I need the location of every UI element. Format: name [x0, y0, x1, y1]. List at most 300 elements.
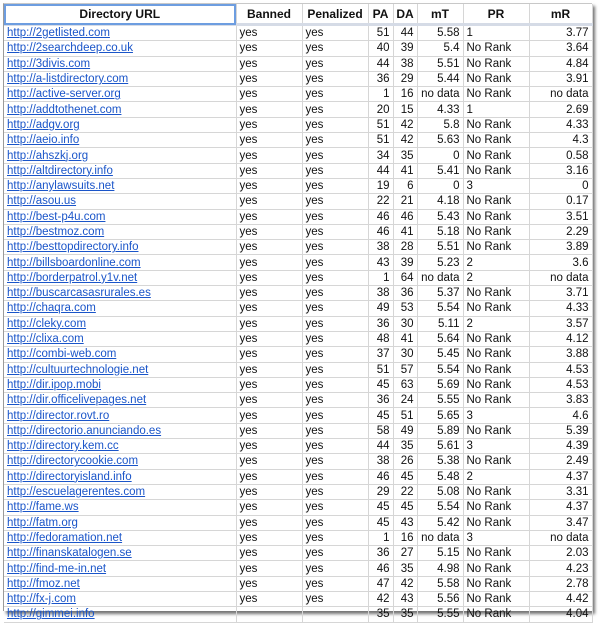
banned-cell[interactable]: yes [236, 163, 302, 178]
banned-cell[interactable]: yes [236, 240, 302, 255]
directory-url-link[interactable]: http://3divis.com [7, 57, 91, 70]
pr-cell[interactable]: No Rank [463, 561, 529, 576]
directory-url-cell[interactable] [4, 133, 236, 148]
penalized-cell[interactable]: yes [302, 240, 368, 255]
pa-cell[interactable]: 46 [368, 469, 393, 484]
pr-cell[interactable]: No Rank [463, 377, 529, 392]
da-cell[interactable]: 53 [393, 301, 417, 316]
directory-url-cell[interactable] [4, 331, 236, 346]
pr-cell[interactable]: No Rank [463, 500, 529, 515]
mt-cell[interactable]: 5.38 [417, 454, 463, 469]
banned-cell[interactable]: yes [236, 194, 302, 209]
penalized-cell[interactable]: yes [302, 41, 368, 56]
penalized-cell[interactable]: yes [302, 423, 368, 438]
da-cell[interactable]: 39 [393, 255, 417, 270]
pr-cell[interactable]: No Rank [463, 454, 529, 469]
directory-url-cell[interactable] [4, 25, 236, 41]
pr-cell[interactable]: No Rank [463, 362, 529, 377]
penalized-cell[interactable]: yes [302, 561, 368, 576]
penalized-cell[interactable]: yes [302, 148, 368, 163]
header-mt[interactable]: mT [417, 4, 463, 25]
da-cell[interactable]: 28 [393, 240, 417, 255]
directory-url-link[interactable]: http://borderpatrol.y1v.net [7, 271, 138, 284]
pa-cell[interactable]: 36 [368, 316, 393, 331]
da-cell[interactable]: 43 [393, 591, 417, 606]
penalized-cell[interactable]: yes [302, 546, 368, 561]
pr-cell[interactable]: No Rank [463, 546, 529, 561]
directory-url-cell[interactable] [4, 408, 236, 423]
pa-cell[interactable]: 58 [368, 423, 393, 438]
penalized-cell[interactable]: yes [302, 71, 368, 86]
mr-cell[interactable]: 4.37 [529, 469, 592, 484]
mt-cell[interactable]: 0 [417, 148, 463, 163]
banned-cell[interactable]: yes [236, 576, 302, 591]
mt-cell[interactable]: 5.58 [417, 576, 463, 591]
directory-url-link[interactable]: http://billsboardonline.com [7, 256, 141, 269]
header-pa[interactable]: PA [368, 4, 393, 25]
directory-url-link[interactable]: http://escuelagerentes.com [7, 486, 146, 499]
table-row[interactable] [4, 41, 592, 56]
mr-cell[interactable]: 4.53 [529, 362, 592, 377]
table-row[interactable] [4, 102, 592, 117]
table-row[interactable] [4, 224, 592, 239]
da-cell[interactable]: 30 [393, 347, 417, 362]
da-cell[interactable]: 39 [393, 41, 417, 56]
da-cell[interactable]: 64 [393, 270, 417, 285]
pr-cell[interactable]: 3 [463, 439, 529, 454]
pa-cell[interactable]: 37 [368, 347, 393, 362]
directory-url-cell[interactable] [4, 439, 236, 454]
pa-cell[interactable]: 49 [368, 301, 393, 316]
penalized-cell[interactable]: yes [302, 576, 368, 591]
mt-cell[interactable]: 5.48 [417, 469, 463, 484]
table-row[interactable] [4, 117, 592, 132]
banned-cell[interactable] [236, 607, 302, 622]
mr-cell[interactable]: 4.33 [529, 301, 592, 316]
table-row[interactable] [4, 301, 592, 316]
directory-url-link[interactable]: http://directoryisland.info [7, 470, 132, 483]
directory-url-cell[interactable] [4, 362, 236, 377]
mt-cell[interactable]: 5.23 [417, 255, 463, 270]
pa-cell[interactable]: 42 [368, 591, 393, 606]
mr-cell[interactable]: 4.53 [529, 377, 592, 392]
banned-cell[interactable]: yes [236, 591, 302, 606]
da-cell[interactable]: 43 [393, 515, 417, 530]
mt-cell[interactable]: 5.15 [417, 546, 463, 561]
penalized-cell[interactable]: yes [302, 117, 368, 132]
directory-url-link[interactable]: http://fmoz.net [7, 577, 80, 590]
pa-cell[interactable]: 45 [368, 408, 393, 423]
mt-cell[interactable]: 5.43 [417, 209, 463, 224]
pa-cell[interactable]: 35 [368, 607, 393, 622]
banned-cell[interactable]: yes [236, 301, 302, 316]
mt-cell[interactable]: 5.61 [417, 439, 463, 454]
mr-cell[interactable]: 4.42 [529, 591, 592, 606]
pr-cell[interactable]: No Rank [463, 224, 529, 239]
mr-cell[interactable]: no data [529, 87, 592, 102]
penalized-cell[interactable]: yes [302, 102, 368, 117]
da-cell[interactable]: 51 [393, 408, 417, 423]
pr-cell[interactable]: No Rank [463, 393, 529, 408]
directory-url-cell[interactable] [4, 194, 236, 209]
table-row[interactable] [4, 408, 592, 423]
directory-url-link[interactable]: http://gimmei.info [7, 608, 95, 621]
directory-url-link[interactable]: http://addtothenet.com [7, 103, 122, 116]
banned-cell[interactable]: yes [236, 41, 302, 56]
banned-cell[interactable]: yes [236, 117, 302, 132]
banned-cell[interactable]: yes [236, 423, 302, 438]
da-cell[interactable]: 49 [393, 423, 417, 438]
table-row[interactable] [4, 454, 592, 469]
da-cell[interactable]: 41 [393, 331, 417, 346]
table-row[interactable] [4, 286, 592, 301]
directory-url-cell[interactable] [4, 607, 236, 622]
table-row[interactable] [4, 163, 592, 178]
da-cell[interactable]: 35 [393, 607, 417, 622]
mr-cell[interactable]: 2.78 [529, 576, 592, 591]
table-row[interactable] [4, 500, 592, 515]
penalized-cell[interactable]: yes [302, 469, 368, 484]
mt-cell[interactable]: 5.51 [417, 240, 463, 255]
directory-url-link[interactable]: http://directorio.anunciando.es [7, 424, 162, 437]
pr-cell[interactable]: No Rank [463, 591, 529, 606]
mr-cell[interactable]: 4.84 [529, 56, 592, 71]
banned-cell[interactable]: yes [236, 331, 302, 346]
directory-url-link[interactable]: http://finanskatalogen.se [7, 547, 132, 560]
da-cell[interactable]: 22 [393, 484, 417, 499]
da-cell[interactable]: 63 [393, 377, 417, 392]
banned-cell[interactable]: yes [236, 316, 302, 331]
mt-cell[interactable]: 5.65 [417, 408, 463, 423]
directory-url-cell[interactable] [4, 423, 236, 438]
directory-url-cell[interactable] [4, 576, 236, 591]
mt-cell[interactable]: 4.98 [417, 561, 463, 576]
table-row[interactable] [4, 439, 592, 454]
penalized-cell[interactable]: yes [302, 439, 368, 454]
banned-cell[interactable]: yes [236, 255, 302, 270]
mr-cell[interactable]: 0.17 [529, 194, 592, 209]
mt-cell[interactable]: no data [417, 530, 463, 545]
pr-cell[interactable]: No Rank [463, 484, 529, 499]
da-cell[interactable]: 30 [393, 316, 417, 331]
da-cell[interactable]: 45 [393, 469, 417, 484]
table-row[interactable] [4, 362, 592, 377]
mr-cell[interactable]: 4.04 [529, 607, 592, 622]
pa-cell[interactable]: 51 [368, 362, 393, 377]
mr-cell[interactable]: 3.88 [529, 347, 592, 362]
directory-url-cell[interactable] [4, 484, 236, 499]
mr-cell[interactable]: 4.6 [529, 408, 592, 423]
penalized-cell[interactable]: yes [302, 316, 368, 331]
pa-cell[interactable]: 38 [368, 454, 393, 469]
pa-cell[interactable]: 36 [368, 71, 393, 86]
pa-cell[interactable]: 38 [368, 240, 393, 255]
penalized-cell[interactable]: yes [302, 209, 368, 224]
pa-cell[interactable]: 29 [368, 484, 393, 499]
directory-url-link[interactable]: http://adgv.org [7, 118, 80, 131]
pa-cell[interactable]: 45 [368, 515, 393, 530]
header-directory-url[interactable]: Directory URL [4, 4, 236, 25]
directory-url-cell[interactable] [4, 87, 236, 102]
pa-cell[interactable]: 20 [368, 102, 393, 117]
mt-cell[interactable]: 4.33 [417, 102, 463, 117]
directory-url-cell[interactable] [4, 286, 236, 301]
table-row[interactable] [4, 87, 592, 102]
banned-cell[interactable]: yes [236, 546, 302, 561]
pr-cell[interactable]: 2 [463, 270, 529, 285]
penalized-cell[interactable]: yes [302, 347, 368, 362]
penalized-cell[interactable] [302, 607, 368, 622]
directory-url-cell[interactable] [4, 515, 236, 530]
da-cell[interactable]: 42 [393, 133, 417, 148]
directory-url-link[interactable]: http://active-server.org [7, 88, 121, 101]
mt-cell[interactable]: 5.11 [417, 316, 463, 331]
directory-url-link[interactable]: http://2searchdeep.co.uk [7, 42, 133, 55]
pr-cell[interactable]: No Rank [463, 87, 529, 102]
mr-cell[interactable]: 3.31 [529, 484, 592, 499]
banned-cell[interactable]: yes [236, 224, 302, 239]
penalized-cell[interactable]: yes [302, 454, 368, 469]
penalized-cell[interactable]: yes [302, 530, 368, 545]
table-row[interactable] [4, 561, 592, 576]
directory-url-cell[interactable] [4, 240, 236, 255]
mt-cell[interactable]: 5.54 [417, 301, 463, 316]
mt-cell[interactable]: 5.54 [417, 362, 463, 377]
pa-cell[interactable]: 44 [368, 439, 393, 454]
pr-cell[interactable]: No Rank [463, 576, 529, 591]
penalized-cell[interactable]: yes [302, 87, 368, 102]
penalized-cell[interactable]: yes [302, 25, 368, 41]
mr-cell[interactable]: 3.6 [529, 255, 592, 270]
pr-cell[interactable]: 2 [463, 316, 529, 331]
penalized-cell[interactable]: yes [302, 377, 368, 392]
directory-url-cell[interactable] [4, 591, 236, 606]
mt-cell[interactable]: 5.58 [417, 25, 463, 41]
directory-url-cell[interactable] [4, 117, 236, 132]
directory-url-cell[interactable] [4, 178, 236, 193]
mr-cell[interactable]: 3.91 [529, 71, 592, 86]
penalized-cell[interactable]: yes [302, 270, 368, 285]
directory-url-link[interactable]: http://dir.ipop.mobi [7, 378, 101, 391]
mr-cell[interactable]: 4.12 [529, 331, 592, 346]
mt-cell[interactable]: 5.08 [417, 484, 463, 499]
penalized-cell[interactable]: yes [302, 56, 368, 71]
da-cell[interactable]: 24 [393, 393, 417, 408]
directory-url-cell[interactable] [4, 270, 236, 285]
banned-cell[interactable]: yes [236, 393, 302, 408]
pr-cell[interactable]: 1 [463, 25, 529, 41]
penalized-cell[interactable]: yes [302, 362, 368, 377]
directory-url-cell[interactable] [4, 255, 236, 270]
directory-url-link[interactable]: http://besttopdirectory.info [7, 241, 139, 254]
mr-cell[interactable]: 0 [529, 178, 592, 193]
pa-cell[interactable]: 48 [368, 331, 393, 346]
mt-cell[interactable]: 5.64 [417, 331, 463, 346]
pa-cell[interactable]: 40 [368, 41, 393, 56]
pa-cell[interactable]: 44 [368, 163, 393, 178]
banned-cell[interactable]: yes [236, 469, 302, 484]
mr-cell[interactable]: 3.57 [529, 316, 592, 331]
table-row[interactable] [4, 25, 592, 41]
pr-cell[interactable]: 3 [463, 178, 529, 193]
banned-cell[interactable]: yes [236, 515, 302, 530]
pr-cell[interactable]: No Rank [463, 209, 529, 224]
banned-cell[interactable]: yes [236, 286, 302, 301]
penalized-cell[interactable]: yes [302, 408, 368, 423]
mt-cell[interactable]: 5.69 [417, 377, 463, 392]
directory-url-link[interactable]: http://2getlisted.com [7, 27, 110, 40]
banned-cell[interactable]: yes [236, 454, 302, 469]
da-cell[interactable]: 44 [393, 25, 417, 41]
table-row[interactable] [4, 270, 592, 285]
banned-cell[interactable]: yes [236, 71, 302, 86]
pr-cell[interactable]: No Rank [463, 286, 529, 301]
da-cell[interactable]: 45 [393, 500, 417, 515]
mr-cell[interactable]: 4.39 [529, 439, 592, 454]
da-cell[interactable]: 15 [393, 102, 417, 117]
directory-url-link[interactable]: http://find-me-in.net [7, 562, 107, 575]
banned-cell[interactable]: yes [236, 133, 302, 148]
pa-cell[interactable]: 43 [368, 255, 393, 270]
header-pr[interactable]: PR [463, 4, 529, 25]
table-row[interactable] [4, 56, 592, 71]
table-row[interactable] [4, 515, 592, 530]
directory-url-link[interactable]: http://altdirectory.info [7, 164, 113, 177]
directory-url-link[interactable]: http://bestmoz.com [7, 226, 105, 238]
pr-cell[interactable]: 1 [463, 102, 529, 117]
table-row[interactable] [4, 331, 592, 346]
banned-cell[interactable]: yes [236, 530, 302, 545]
pr-cell[interactable]: No Rank [463, 301, 529, 316]
da-cell[interactable]: 35 [393, 561, 417, 576]
mr-cell[interactable]: 4.33 [529, 117, 592, 132]
da-cell[interactable]: 16 [393, 87, 417, 102]
da-cell[interactable]: 29 [393, 71, 417, 86]
directory-url-cell[interactable] [4, 469, 236, 484]
da-cell[interactable]: 36 [393, 286, 417, 301]
directory-url-link[interactable]: http://a-listdirectory.com [7, 73, 129, 86]
mr-cell[interactable]: 3.89 [529, 240, 592, 255]
da-cell[interactable]: 27 [393, 546, 417, 561]
da-cell[interactable]: 41 [393, 163, 417, 178]
banned-cell[interactable]: yes [236, 439, 302, 454]
pr-cell[interactable]: No Rank [463, 71, 529, 86]
directory-url-link[interactable]: http://best-p4u.com [7, 210, 106, 223]
mr-cell[interactable]: 4.23 [529, 561, 592, 576]
pa-cell[interactable]: 44 [368, 56, 393, 71]
da-cell[interactable]: 26 [393, 454, 417, 469]
pr-cell[interactable]: 2 [463, 255, 529, 270]
header-penalized[interactable]: Penalized [302, 4, 368, 25]
mr-cell[interactable]: 3.51 [529, 209, 592, 224]
directory-url-link[interactable]: http://asou.us [7, 195, 77, 208]
da-cell[interactable]: 21 [393, 194, 417, 209]
pa-cell[interactable]: 1 [368, 87, 393, 102]
mr-cell[interactable]: 3.47 [529, 515, 592, 530]
pa-cell[interactable]: 47 [368, 576, 393, 591]
pa-cell[interactable]: 51 [368, 117, 393, 132]
penalized-cell[interactable]: yes [302, 163, 368, 178]
penalized-cell[interactable]: yes [302, 255, 368, 270]
mt-cell[interactable]: 5.18 [417, 224, 463, 239]
mr-cell[interactable]: 4.3 [529, 133, 592, 148]
pa-cell[interactable]: 46 [368, 224, 393, 239]
penalized-cell[interactable]: yes [302, 194, 368, 209]
mr-cell[interactable]: 2.69 [529, 102, 592, 117]
directory-url-link[interactable]: http://chaqra.com [7, 302, 96, 315]
table-row[interactable] [4, 576, 592, 591]
penalized-cell[interactable]: yes [302, 301, 368, 316]
banned-cell[interactable]: yes [236, 25, 302, 41]
mt-cell[interactable]: 5.4 [417, 41, 463, 56]
mt-cell[interactable]: 5.37 [417, 286, 463, 301]
mt-cell[interactable]: 5.51 [417, 56, 463, 71]
directory-url-cell[interactable] [4, 454, 236, 469]
pa-cell[interactable]: 19 [368, 178, 393, 193]
pa-cell[interactable]: 34 [368, 148, 393, 163]
pa-cell[interactable]: 51 [368, 133, 393, 148]
table-row[interactable] [4, 194, 592, 209]
da-cell[interactable]: 38 [393, 56, 417, 71]
penalized-cell[interactable]: yes [302, 484, 368, 499]
pr-cell[interactable]: No Rank [463, 41, 529, 56]
directory-url-link[interactable]: http://cleky.com [7, 317, 87, 330]
da-cell[interactable]: 46 [393, 209, 417, 224]
banned-cell[interactable]: yes [236, 209, 302, 224]
directory-url-link[interactable]: http://ahszkj.org [7, 149, 89, 162]
da-cell[interactable]: 35 [393, 439, 417, 454]
pr-cell[interactable]: No Rank [463, 331, 529, 346]
penalized-cell[interactable]: yes [302, 515, 368, 530]
directory-url-cell[interactable] [4, 301, 236, 316]
banned-cell[interactable]: yes [236, 87, 302, 102]
header-da[interactable]: DA [393, 4, 417, 25]
pr-cell[interactable]: 2 [463, 469, 529, 484]
directory-url-link[interactable]: http://fx-j.com [7, 593, 77, 606]
directory-url-cell[interactable] [4, 561, 236, 576]
pa-cell[interactable]: 36 [368, 546, 393, 561]
pr-cell[interactable]: 3 [463, 530, 529, 545]
banned-cell[interactable]: yes [236, 148, 302, 163]
pr-cell[interactable]: No Rank [463, 148, 529, 163]
table-row[interactable] [4, 178, 592, 193]
directory-url-link[interactable]: http://fame.ws [7, 501, 79, 514]
directory-url-cell[interactable] [4, 530, 236, 545]
table-row[interactable] [4, 71, 592, 86]
directory-url-cell[interactable] [4, 347, 236, 362]
da-cell[interactable]: 6 [393, 178, 417, 193]
pa-cell[interactable]: 45 [368, 377, 393, 392]
pa-cell[interactable]: 22 [368, 194, 393, 209]
directory-url-cell[interactable] [4, 546, 236, 561]
mt-cell[interactable]: 5.55 [417, 607, 463, 622]
penalized-cell[interactable]: yes [302, 286, 368, 301]
directory-url-link[interactable]: http://fatm.org [7, 516, 78, 529]
directory-url-link[interactable]: http://dir.officelivepages.net [7, 394, 147, 407]
table-row[interactable] [4, 148, 592, 163]
pr-cell[interactable]: No Rank [463, 347, 529, 362]
pr-cell[interactable]: No Rank [463, 607, 529, 622]
mr-cell[interactable]: 4.37 [529, 500, 592, 515]
mr-cell[interactable]: 3.16 [529, 163, 592, 178]
da-cell[interactable]: 42 [393, 117, 417, 132]
table-row[interactable] [4, 240, 592, 255]
penalized-cell[interactable]: yes [302, 178, 368, 193]
mt-cell[interactable]: 5.45 [417, 347, 463, 362]
penalized-cell[interactable]: yes [302, 500, 368, 515]
directory-url-cell[interactable] [4, 71, 236, 86]
pr-cell[interactable]: No Rank [463, 56, 529, 71]
